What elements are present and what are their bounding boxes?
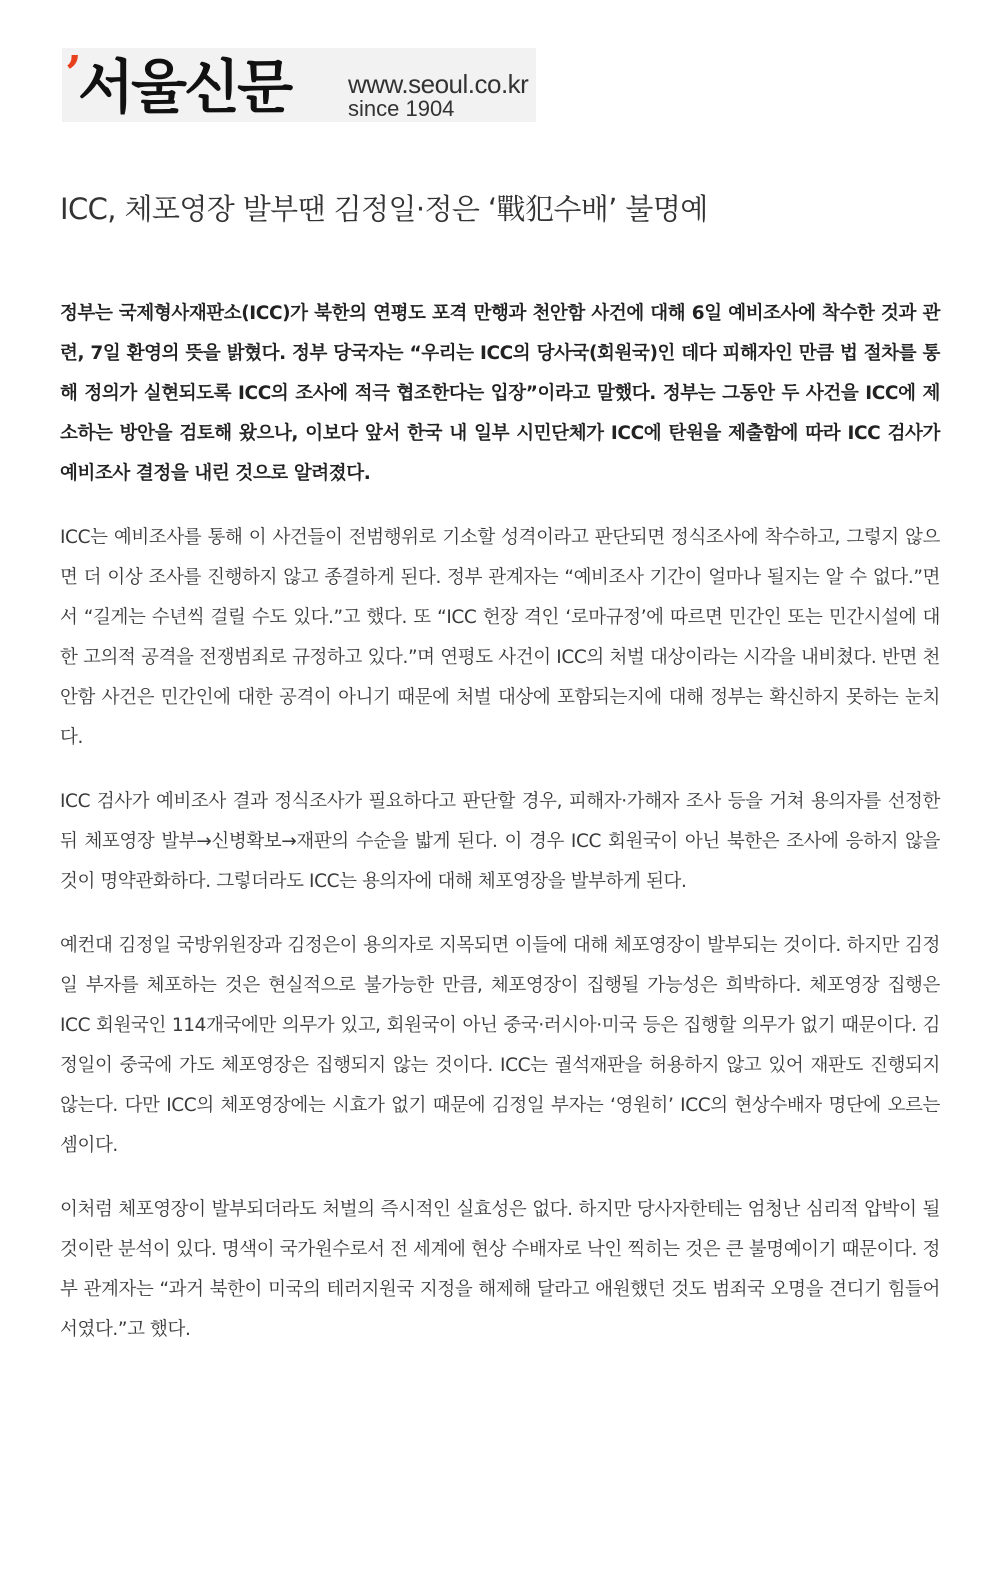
- article-body: [60, 294, 940, 1374]
- logo-accent-mark: ’: [65, 46, 82, 102]
- masthead-logo: [62, 48, 536, 122]
- site-url: www.seoul.co.kr: [348, 69, 529, 99]
- logo-text: 서울신문: [78, 53, 291, 121]
- article-paragraph: 이처럼 체포영장이 발부되더라도 처벌의 즉시적인 실효성은 없다. 하지만 당사자한테는 엄청난 심리적 압박이 될 것이란 분석이 있다. 명색이 국가원수로서 전 세계에 현상 수배자로 낙인 찍히는 것은 큰 불명예이기 때문이다. 정부 관계자는 “과거 북한이 미국의 테러지원국 지정을 해제해 달라고 애원했던 것도 범죄국 오명을 견디기 힘들어서였다.”고 했다.: [60, 1199, 940, 1340]
- article-paragraph: 예컨대 김정일 국방위원장과 김정은이 용의자로 지목되면 이들에 대해 체포영장이 발부되는 것이다. 하지만 김정일 부자를 체포하는 것은 현실적으로 불가능한 만큼, 체포영장이 집행될 가능성은 희박하다. 체포영장 집행은 ICC 회원국인 114개국에만 의무가 있고, 회원국이 아닌 중국·러시아·미국 등은 집행할 의무가 없기 때문이다. 김정일이 중국에 가도 체포영장은 집행되지 않는 것이다. ICC는 궐석재판을 허용하지 않고 있어 재판도 진행되지 않는다. 다만 ICC의 체포영장에는 시효가 없기 때문에 김정일 부자는 ‘영원히’ ICC의 현상수배자 명단에 오르는 셈이다.: [60, 935, 940, 1156]
- article-headline: ICC, 체포영장 발부땐 김정일·정은 ‘戰犯수배’ 불명예: [60, 192, 708, 226]
- article-paragraph: ICC 검사가 예비조사 결과 정식조사가 필요하다고 판단할 경우, 피해자·가해자 조사 등을 거쳐 용의자를 선정한 뒤 체포영장 발부→신병확보→재판의 수순을 밟게 된다. 이 경우 ICC 회원국이 아닌 북한은 조사에 응하지 않을 것이 명약관화하다. 그렇더라도 ICC는 용의자에 대해 체포영장을 발부하게 된다.: [60, 791, 940, 892]
- article-paragraph: ICC는 예비조사를 통해 이 사건들이 전범행위로 기소할 성격이라고 판단되면 정식조사에 착수하고, 그렇지 않으면 더 이상 조사를 진행하지 않고 종결하게 된다. 정부 관계자는 “예비조사 기간이 얼마나 될지는 알 수 없다.”면서 “길게는 수년씩 걸릴 수도 있다.”고 했다. 또 “ICC 헌장 격인 ‘로마규정’에 따르면 민간인 또는 민간시설에 대한 고의적 공격을 전쟁범죄로 규정하고 있다.”며 연평도 사건이 ICC의 처벌 대상이라는 시각을 내비쳤다. 반면 천안함 사건은 민간인에 대한 공격이 아니기 때문에 처벌 대상에 포함되는지에 대해 정부는 확신하지 못하는 눈치다.: [60, 527, 940, 748]
- since-year: since 1904: [348, 96, 455, 121]
- article-paragraph: 정부는 국제형사재판소(ICC)가 북한의 연평도 포격 만행과 천안함 사건에 대해 6일 예비조사에 착수한 것과 관련, 7일 환영의 뜻을 밝혔다. 정부 당국자는 “우리는 ICC의 당사국(회원국)인 데다 피해자인 만큼 법 절차를 통해 정의가 실현되도록 ICC의 조사에 적극 협조한다는 입장”이라고 말했다. 정부는 그동안 두 사건을 ICC에 제소하는 방안을 검토해 왔으나, 이보다 앞서 한국 내 일부 시민단체가 ICC에 탄원을 제출함에 따라 ICC 검사가 예비조사 결정을 내린 것으로 알려졌다.: [60, 303, 940, 484]
